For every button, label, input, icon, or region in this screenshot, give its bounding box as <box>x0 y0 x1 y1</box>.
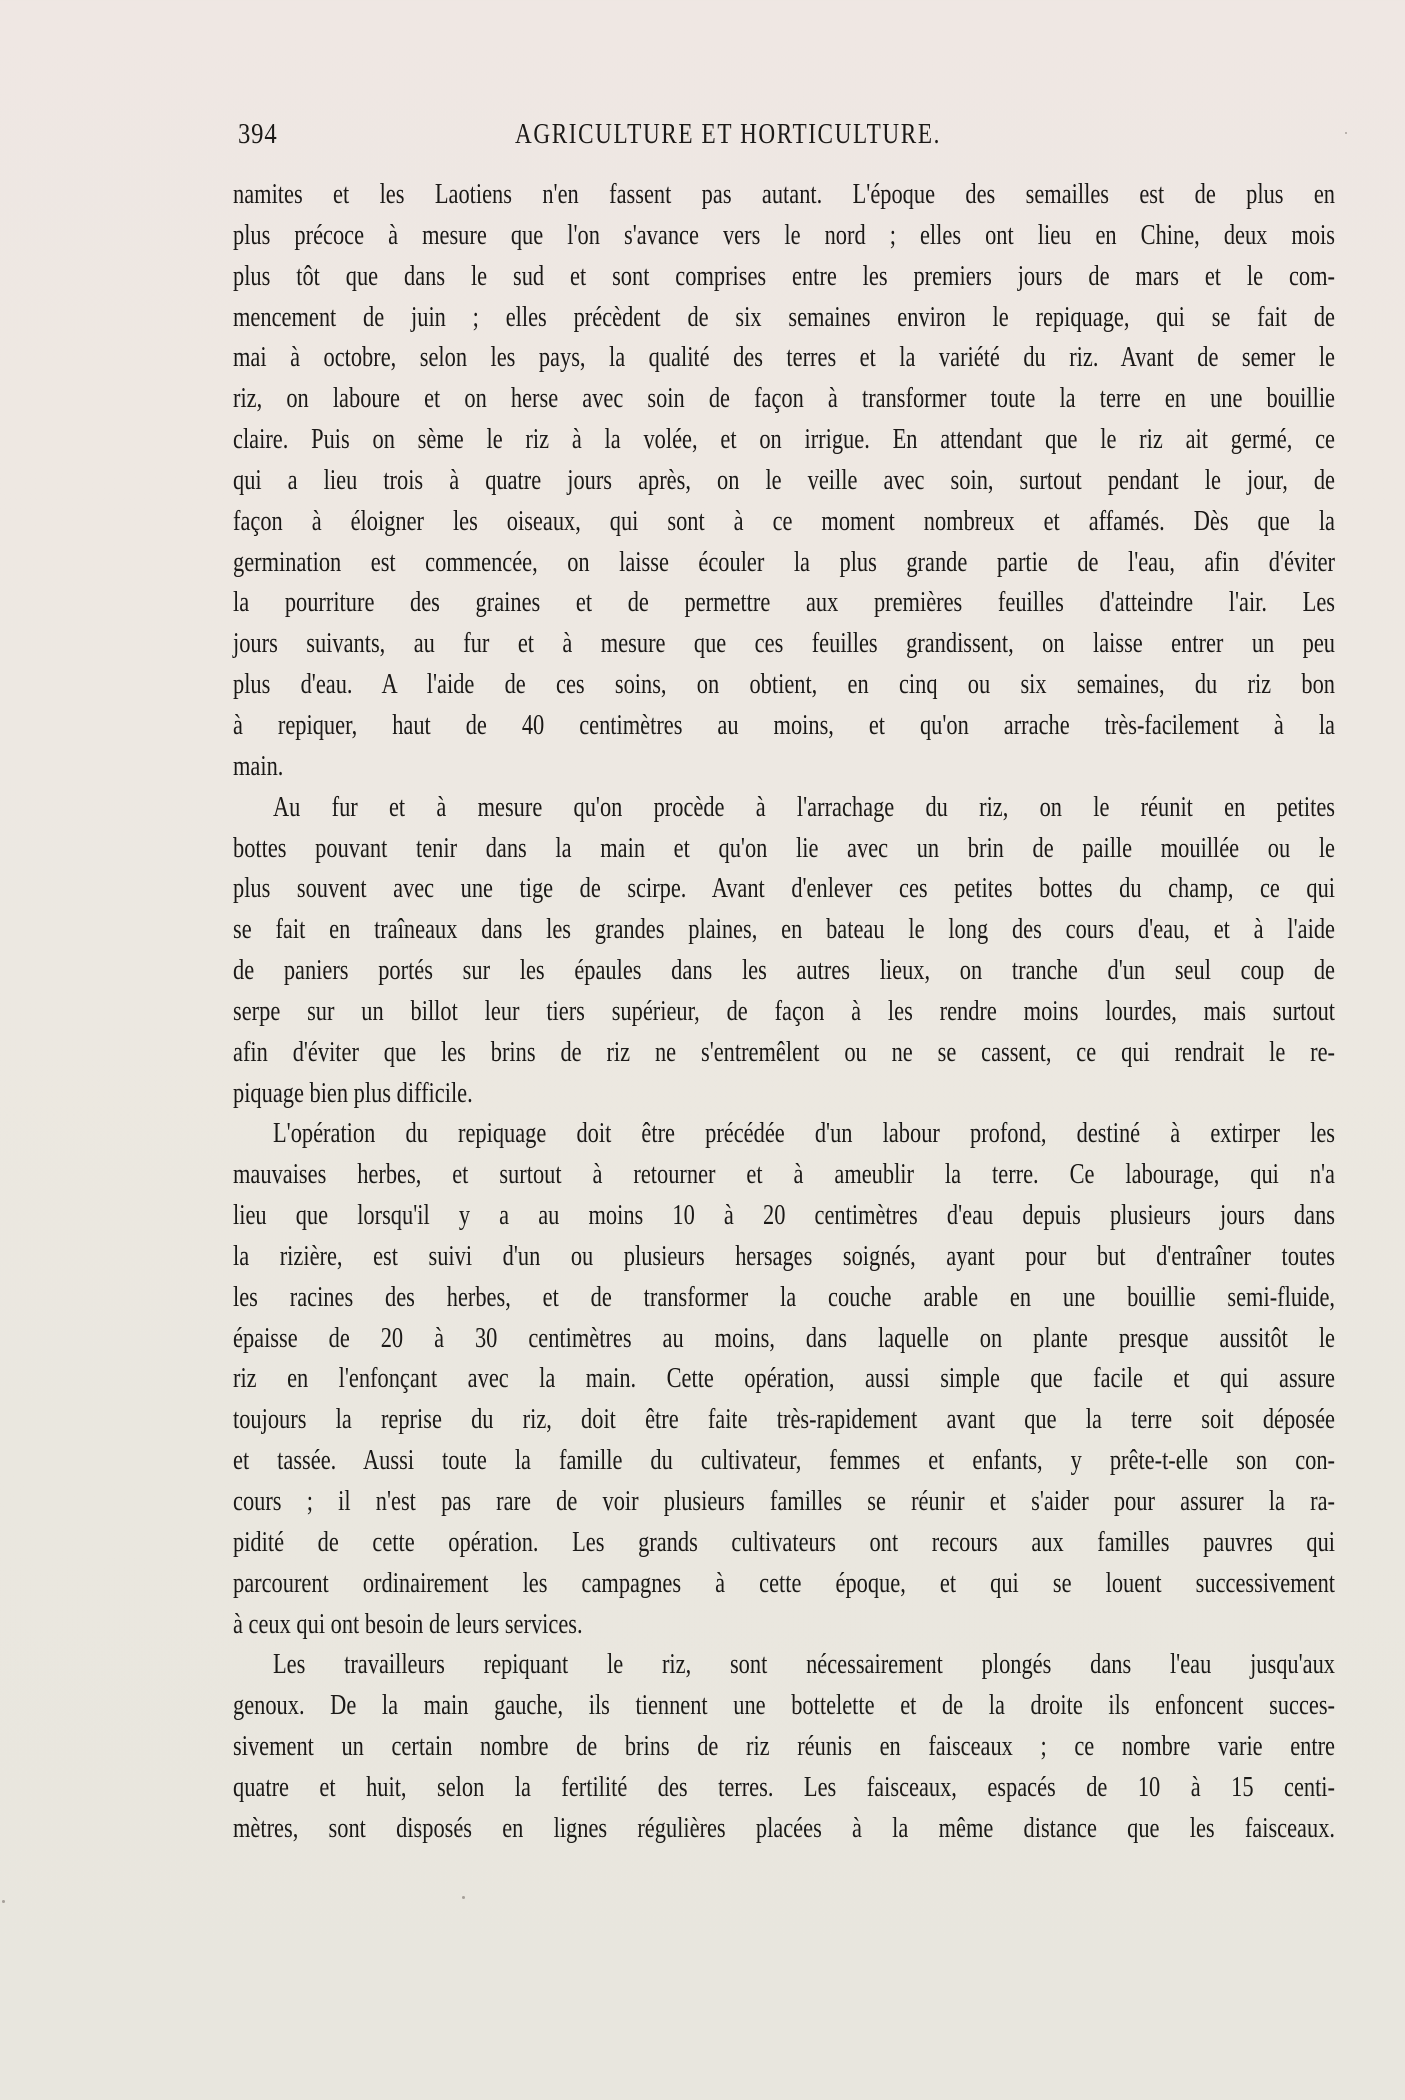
text-line: lieu que lorsqu'il y a au moins 10 à 20 centimètres d'eau depuis plusieurs jours dans <box>233 1200 1335 1232</box>
text-line: parcourent ordinairement les campagnes à cette époque, et qui se louent successivement <box>233 1567 1335 1599</box>
text-line: plus tôt que dans le sud et sont comprises entre les premiers jours de mars et le com- <box>233 260 1335 292</box>
text-line: cours ; il n'est pas rare de voir plusieurs familles se réunir et s'aider pour assurer la ra- <box>233 1486 1335 1517</box>
text-line: Les travailleurs repiquant le riz, sont nécessairement plongés dans l'eau jusqu'aux <box>273 1649 1335 1681</box>
text-line: jours suivants, au fur et à mesure que ces feuilles grandissent, on laisse entrer un peu <box>233 628 1335 660</box>
text-line: serpe sur un billot leur tiers supérieur, de façon à les rendre moins lourdes, mais surtout <box>233 995 1335 1027</box>
text-line: piquage bien plus difficile. <box>233 1077 473 1109</box>
text-line: plus souvent avec une tige de scirpe. Avant d'enlever ces petites bottes du champ, ce qui <box>233 873 1335 905</box>
text-line: plus d'eau. A l'aide de ces soins, on obtient, en cinq ou six semaines, du riz bon <box>233 669 1335 701</box>
text-line: pidité de cette opération. Les grands cultivateurs ont recours aux familles pauvres qui <box>233 1526 1335 1558</box>
page-number: 394 <box>238 118 278 150</box>
text-line: qui a lieu trois à quatre jours après, on le veille avec soin, surtout pendant le jour, de <box>233 464 1335 496</box>
text-line: germination est commencée, on laisse écouler la plus grande partie de l'eau, afin d'éviter <box>233 546 1335 578</box>
paper-speck <box>2 1900 5 1903</box>
paragraph-4 <box>233 1645 1335 1849</box>
text-line: mencement de juin ; elles précèdent de six semaines environ le repiquage, qui se fait de <box>233 301 1335 333</box>
paragraph-3 <box>233 1114 1335 1645</box>
text-line: la rizière, est suivi d'un ou plusieurs hersages soignés, ayant pour but d'entraîner toutes <box>233 1240 1335 1272</box>
text-line: les racines des herbes, et de transformer la couche arable en une bouillie semi-fluide, <box>233 1281 1335 1313</box>
running-title: AGRICULTURE ET HORTICULTURE. <box>515 118 942 150</box>
text-line: L'opération du repiquage doit être précédée d'un labour profond, destiné à extirper les <box>273 1118 1335 1150</box>
text-line: épaisse de 20 à 30 centimètres au moins, dans laquelle on plante presque aussitôt le <box>233 1322 1335 1354</box>
text-line: à ceux qui ont besoin de leurs services. <box>233 1608 583 1640</box>
paper-speck <box>1345 132 1347 134</box>
running-head <box>238 118 1335 158</box>
text-line: mauvaises herbes, et surtout à retourner et à ameublir la terre. Ce labourage, qui n'a <box>233 1159 1335 1191</box>
text-line: se fait en traîneaux dans les grandes plaines, en bateau le long des cours d'eau, et à l'aide <box>233 914 1335 946</box>
paragraph-2 <box>233 788 1335 1115</box>
text-line: riz en l'enfonçant avec la main. Cette opération, aussi simple que facile et qui assure <box>233 1363 1335 1395</box>
paragraph-1 <box>233 175 1335 788</box>
text-line: Au fur et à mesure qu'on procède à l'arrachage du riz, on le réunit en petites <box>273 791 1335 823</box>
text-line: la pourriture des graines et de permettre aux premières feuilles d'atteindre l'air. Les <box>233 587 1335 619</box>
text-line: namites et les Laotiens n'en fassent pas autant. L'époque des semailles est de plus en <box>233 179 1335 210</box>
text-line: toujours la reprise du riz, doit être faite très-rapidement avant que la terre soit déposée <box>233 1404 1335 1436</box>
text-line: façon à éloigner les oiseaux, qui sont à ce moment nombreux et affamés. Dès que la <box>233 505 1335 537</box>
text-line: main. <box>233 750 284 782</box>
text-line: mai à octobre, selon les pays, la qualité des terres et la variété du riz. Avant de semer le <box>233 342 1335 374</box>
text-line: afin d'éviter que les brins de riz ne s'entremêlent ou ne se cassent, ce qui rendrait le re- <box>233 1036 1335 1068</box>
text-line: de paniers portés sur les épaules dans les autres lieux, on tranche d'un seul coup de <box>233 955 1335 987</box>
text-line: mètres, sont disposés en lignes régulières placées à la même distance que les faisceaux. <box>233 1812 1335 1844</box>
text-line: bottes pouvant tenir dans la main et qu'on lie avec un brin de paille mouillée ou le <box>233 832 1335 864</box>
text-line: plus précoce à mesure que l'on s'avance vers le nord ; elles ont lieu en Chine, deux mois <box>233 219 1335 251</box>
text-line: sivement un certain nombre de brins de riz réunis en faisceaux ; ce nombre varie entre <box>233 1731 1335 1763</box>
text-line: genoux. De la main gauche, ils tiennent une bottelette et de la droite ils enfoncent succes- <box>233 1690 1335 1722</box>
text-line: et tassée. Aussi toute la famille du cultivateur, femmes et enfants, y prête-t-elle son con- <box>233 1445 1335 1477</box>
body-text <box>233 175 1335 1850</box>
text-line: riz, on laboure et on herse avec soin de façon à transformer toute la terre en une bouillie <box>233 383 1335 415</box>
text-line: quatre et huit, selon la fertilité des terres. Les faisceaux, espacés de 10 à 15 centi- <box>233 1771 1335 1803</box>
text-line: claire. Puis on sème le riz à la volée, et on irrigue. En attendant que le riz ait germé, ce <box>233 424 1335 456</box>
paper-speck <box>462 1896 465 1899</box>
text-line: à repiquer, haut de 40 centimètres au moins, et qu'on arrache très-facilement à la <box>233 709 1335 741</box>
